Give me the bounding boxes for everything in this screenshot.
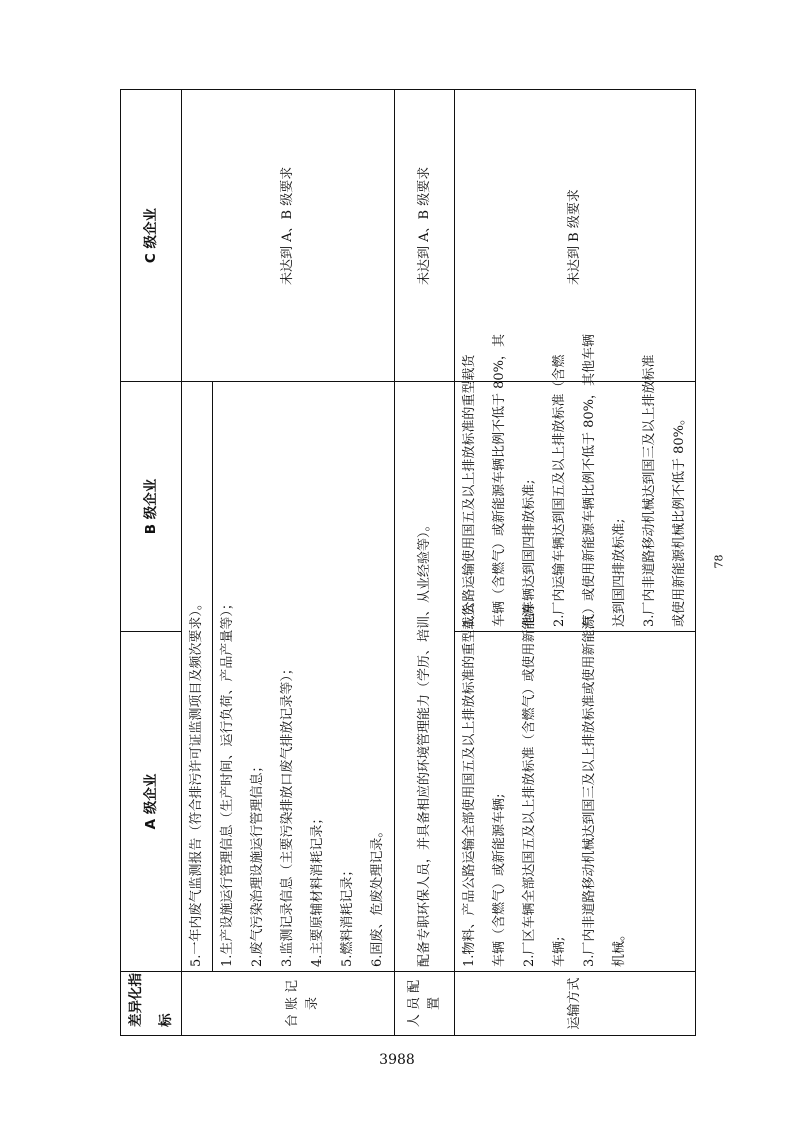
personnel-indicator: 人 员 配置 xyxy=(395,972,455,1036)
ledger-line-3: 3.监测记录信息（主要污染排放口废气排放记录等）； xyxy=(280,662,295,967)
monitoring-indicator-cell xyxy=(182,972,213,1036)
ledger-indicator: 台 账 记录 xyxy=(213,972,395,1036)
transport-indicator: 运输方式 xyxy=(455,972,696,1036)
header-c: C 级企业 xyxy=(121,90,182,382)
personnel-a-cell xyxy=(395,382,455,972)
monitoring-a-cell xyxy=(182,382,213,972)
transport-b-line-6: 达到国四排放标准; xyxy=(612,518,627,627)
ledger-line-6: 6.固废、危废处理记录。 xyxy=(370,824,385,967)
header-b: B 级企业 xyxy=(121,382,182,632)
ledger-line-5: 5.燃料消耗记录； xyxy=(340,863,355,967)
transport-a-line-1: 1.物料、产品公路运输全部使用国五及以上排放标准的重型载货 xyxy=(462,603,477,967)
monitoring-line: 5.一年内废气监测报告（符合排污许可证监测项目及频次要求）。 xyxy=(189,597,204,967)
transport-c-cell: 未达到 B 级要求 xyxy=(455,90,696,382)
ledger-line-2: 2.废气污染治理设施运行管理信息； xyxy=(250,759,265,967)
row-monitoring xyxy=(182,90,213,1036)
ledger-c-cell: 未达到 A、B 级要求 xyxy=(182,90,395,382)
transport-b-line-2: 车辆（含燃气）或新能源车辆比例不低于 80%，其 xyxy=(492,333,507,627)
differentiation-table xyxy=(120,89,696,1036)
header-a: A 级企业 xyxy=(121,632,182,972)
rotated-table-box xyxy=(120,90,687,1036)
ledger-a-cell xyxy=(213,382,395,972)
transport-b-line-4: 2.厂内运输车辆达到国五及以上排放标准（含燃 xyxy=(552,354,567,627)
row-personnel xyxy=(395,90,455,1036)
transport-a-cell xyxy=(455,603,696,972)
transport-b-line-3: 他车辆达到国四排放标准; xyxy=(522,479,537,627)
transport-a-line-4: 车辆; xyxy=(552,936,567,967)
header-row xyxy=(121,90,182,1036)
transport-a-line-2: 车辆（含燃气）或新能源车辆; xyxy=(492,793,507,967)
header-indicator: 差异化指标 xyxy=(121,972,182,1036)
personnel-c-cell: 未达到 A、B 级要求 xyxy=(395,90,455,382)
page-number-bottom: 3988 xyxy=(379,1052,415,1068)
transport-b-line-5: 气）或使用新能源车辆比例不低于 80%，其他车辆 xyxy=(582,333,597,627)
transport-a-line-5: 3.厂内非道路移动机械达到国三及以上排放标准或使用新能源 xyxy=(582,616,597,967)
row-transport xyxy=(455,90,696,1036)
transport-b-line-7: 3.厂内非道路移动机械达到国三及以上排放标准 xyxy=(642,354,657,627)
transport-b-line-8: 或使用新能源机械比例不低于 80%。 xyxy=(672,411,687,627)
transport-a-line-3: 2.厂区车辆全部达国五及以上排放标准（含燃气）或使用新能源 xyxy=(522,603,537,967)
page-number-side: 78 xyxy=(712,554,726,569)
ledger-line-1: 1.生产设施运行管理信息（生产时间、运行负荷、产品产量等）； xyxy=(220,597,235,967)
transport-a-line-6: 机械。 xyxy=(612,927,627,967)
ledger-line-4: 4.主要原辅材料消耗记录； xyxy=(310,811,325,967)
personnel-text: 配备专职环保人员，并具备相应的环境管理能力（学历、培训、从业经验等）。 xyxy=(416,518,432,967)
rotated-table-wrapper xyxy=(120,90,687,1036)
transport-b-cell xyxy=(455,333,696,632)
transport-b-line-1: 1.公路运输使用国五及以上排放标准的重型载货 xyxy=(462,354,477,627)
